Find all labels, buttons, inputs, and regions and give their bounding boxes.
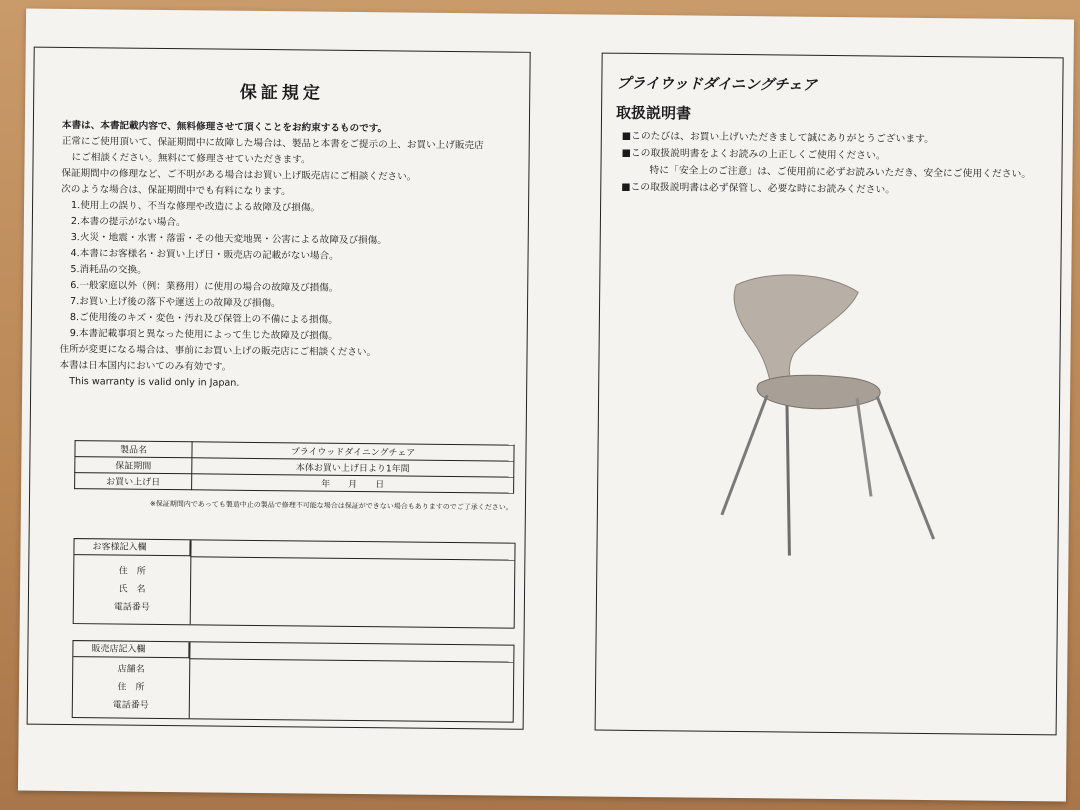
product-name-heading: プライウッドダイニングチェア xyxy=(616,75,818,94)
shop-phone-field[interactable]: 電話番号 xyxy=(112,700,149,711)
warranty-line: 本書は日本国内においてのみ有効です。 xyxy=(59,359,232,373)
purchase-date-value: 年 月 日 xyxy=(192,474,514,493)
chair-backrest xyxy=(733,274,858,386)
block-topline xyxy=(189,658,513,662)
customer-address-field[interactable]: 住 所 xyxy=(118,566,146,577)
chair-illustration xyxy=(705,255,948,577)
table-note: ※保証期間内であっても製造中止の製品で修理不可能な場合は保証ができない場合もありますのでご了承ください。 xyxy=(149,499,513,512)
chair-seat xyxy=(757,375,880,410)
manual-panel xyxy=(595,53,1064,736)
warranty-line: This warranty is valid only in Japan. xyxy=(69,376,240,389)
warranty-line: 8.ご使用後のキズ・変色・汚れ及び保管上の不備による損傷。 xyxy=(69,312,338,326)
chair-leg xyxy=(722,395,767,515)
warranty-line: 保証期間中の修理など、ご不明がある場合はお買い上げ販売店にご相談ください。 xyxy=(61,167,417,183)
shop-entry-block xyxy=(72,640,515,723)
product-name-label: 製品名 xyxy=(75,441,192,458)
warranty-line: 2.本書の提示がない場合。 xyxy=(70,216,186,229)
manual-intro-text xyxy=(621,128,1031,200)
purchase-date-label: お買い上げ日 xyxy=(75,473,192,490)
manual-title: 取扱説明書 xyxy=(615,103,692,123)
manual-line: ■この取扱説明書は必ず保管し、必要な時にお読みください。 xyxy=(621,181,896,196)
customer-entry-block xyxy=(73,538,516,629)
warranty-period-value: 本体お買い上げ日より1年間 xyxy=(192,458,514,477)
warranty-line: 本書は、本書記載内容で、無料修理させて頂くことをお約束するものです。 xyxy=(61,119,388,135)
manual-line: ■このたびは、お買い上げいただきまして誠にありがとうございます。 xyxy=(621,130,935,146)
warranty-line: 次のような場合は、保証期間中でも有料になります。 xyxy=(61,183,291,198)
warranty-line: 9.本書記載事項と異なった使用によって生じた故障及び損傷。 xyxy=(69,328,338,342)
chair-leg xyxy=(876,396,935,539)
customer-block-header: お客様記入欄 xyxy=(74,539,190,556)
warranty-title: 保証規定 xyxy=(239,82,324,104)
manual-line: ■この取扱説明書をよくお読みの上正しくご使用ください。 xyxy=(621,147,886,162)
table-row xyxy=(75,473,514,494)
warranty-line: 7.お買い上げ後の落下や運送上の故障及び損傷。 xyxy=(70,296,281,310)
warranty-line: 住所が変更になる場合は、事前にお買い上げの販売店にご相談ください。 xyxy=(59,343,377,359)
shop-block-header: 販売店記入欄 xyxy=(73,641,189,658)
block-topline xyxy=(190,556,514,560)
warranty-line: 正常にご使用頂いて、保証期間中に故障した場合は、製品と本書をご提示の上、お買い上げ販売店 xyxy=(61,135,484,152)
customer-phone-field[interactable]: 電話番号 xyxy=(113,602,150,613)
product-name-value: プライウッドダイニングチェア xyxy=(192,442,514,461)
chair-leg xyxy=(785,406,791,556)
warranty-period-label: 保証期間 xyxy=(75,457,192,474)
shop-address-field[interactable]: 住 所 xyxy=(117,682,145,693)
warranty-panel xyxy=(27,47,531,730)
customer-name-field[interactable]: 氏 名 xyxy=(118,584,146,595)
warranty-line: 5.消耗品の交換。 xyxy=(70,264,147,276)
warranty-line: 3.火災・地震・水害・落雷・その他天変地異・公害による故障及び損傷。 xyxy=(70,232,387,247)
shop-name-field[interactable]: 店舗名 xyxy=(117,664,145,675)
manual-line: 特に「安全上のご注意」は、ご使用前に必ずお読みいただき、安全にご使用ください。 xyxy=(649,165,1032,181)
warranty-line: 6.一般家庭以外（例：業務用）に使用の場合の故障及び損傷。 xyxy=(70,280,339,294)
warranty-line: 4.本書にお客様名・お買い上げ日・販売店の記載がない場合。 xyxy=(70,248,339,262)
paper-sheet xyxy=(18,9,1074,802)
warranty-line: にご相談ください。無料にて修理させていただきます。 xyxy=(71,152,311,166)
warranty-text xyxy=(59,118,515,395)
product-info-table xyxy=(74,440,514,494)
chair-leg xyxy=(856,398,872,496)
warranty-line: 1.使用上の誤り、不当な修理や改造による故障及び損傷。 xyxy=(71,200,321,214)
